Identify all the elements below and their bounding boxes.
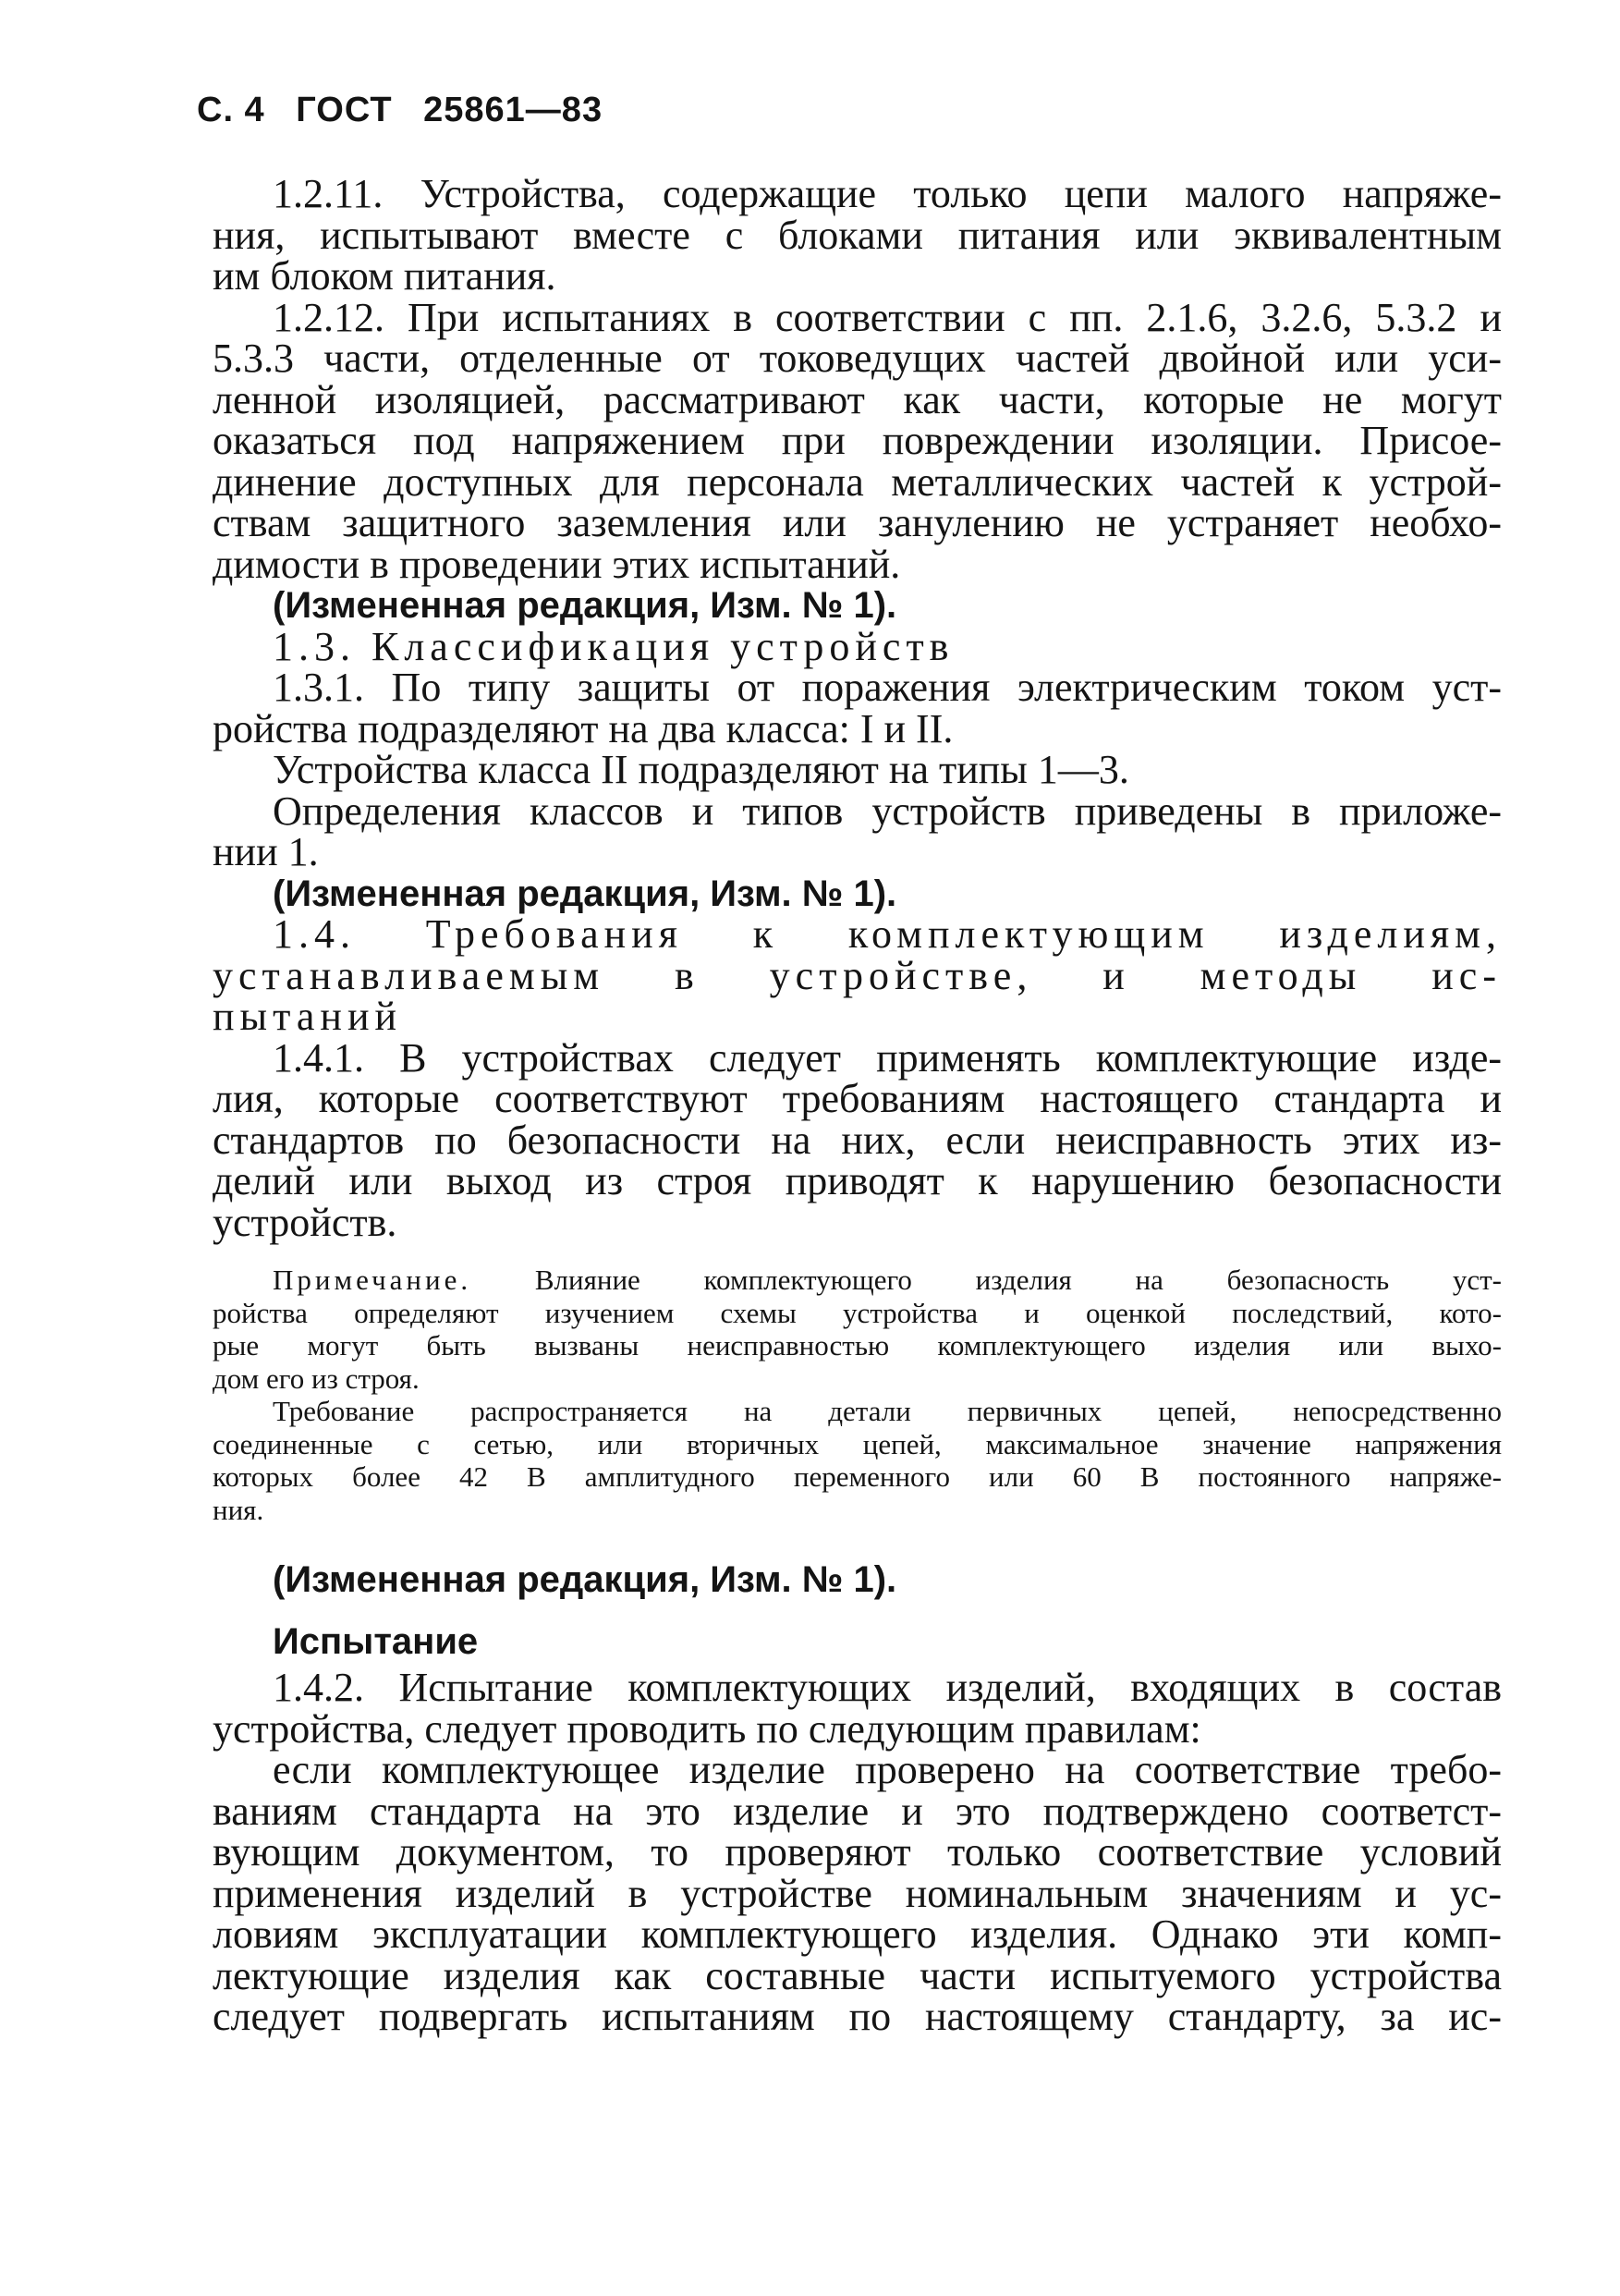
note-line: дом его из строя. <box>213 1362 420 1395</box>
text-line: димости в проведении этих испытаний. <box>213 541 901 587</box>
page-header <box>197 91 623 130</box>
note-block <box>213 1264 1502 1526</box>
note-line <box>213 1264 1502 1297</box>
text-line: ния, испытывают вместе с блоками питания или эквивалентным <box>213 212 1502 258</box>
text-line: ройства подразделяют на два класса: I и II. <box>213 705 954 751</box>
amendment-note: (Измененная редакция, Изм. № 1). <box>273 585 897 626</box>
text-line: динение доступных для персонала металлических частей к устрой- <box>213 458 1502 505</box>
note-line: рые могут быть вызваны неисправностью комплектующего изделия или выхо- <box>213 1329 1502 1362</box>
note-line: ройства определяют изучением схемы устройства и оценкой последствий, кото- <box>213 1296 1502 1329</box>
text-line: 5.3.3 части, отделенные от токоведущих частей двойной или уси- <box>213 336 1502 381</box>
text-line: 1.4.1. В устройствах следует применять комплектующие изде- <box>273 1034 1502 1081</box>
text-line: ствам защитного заземления или занулению не устраняет необхо- <box>213 500 1502 545</box>
text-line: им блоком питания. <box>213 253 556 299</box>
document-body <box>213 171 1502 2039</box>
text-line: 1.4.2. Испытание комплектующих изделий, входящих в состав <box>273 1665 1502 1710</box>
section-title: устанавливаемым в устройстве, и методы ис- <box>213 952 1502 998</box>
text-line: следует подвергать испытаниям по настоящему стандарту, за ис- <box>213 1994 1502 2039</box>
note-line: которых более 42 В амплитудного переменного или 60 В постоянного напряже- <box>213 1460 1502 1493</box>
amendment-note: (Измененная редакция, Изм. № 1). <box>273 1559 897 1600</box>
text-line: если комплектующее изделие проверено на соответствие требо- <box>273 1747 1502 1792</box>
text-line: устройства, следует проводить по следующим правилам: <box>213 1705 1201 1752</box>
section-title: пытаний <box>213 994 403 1039</box>
text-line: оказаться под напряжением при повреждении изоляции. Присое- <box>213 418 1502 463</box>
standard-number: 25861—83 <box>423 91 603 129</box>
text-line: Устройства класса II подразделяют на типы 1—3. <box>273 747 1129 792</box>
text-line: 1.2.11. Устройства, содержащие только цепи малого напряже- <box>273 171 1502 216</box>
amendment-note: (Измененная редакция, Изм. № 1). <box>273 873 897 914</box>
note-line: соединенные с сетью, или вторичных цепей, максимальное значение напряжения <box>213 1427 1502 1460</box>
note-line: Требование распространяется на детали первичных цепей, непосредственно <box>273 1395 1502 1427</box>
text-line: лия, которые соответствуют требованиям настоящего стандарта и <box>213 1076 1502 1121</box>
standard-label: ГОСТ <box>296 91 393 129</box>
text-line: лектующие изделия как составные части испытуемого устройства <box>213 1952 1502 1998</box>
text-line: ваниям стандарта на это изделие и это подтверждено соответст- <box>213 1788 1502 1834</box>
text-line: 1.2.12. При испытаниях в соответствии с пп. 2.1.6, 3.2.6, 5.3.2 и <box>273 294 1502 340</box>
note-line: ния. <box>213 1493 264 1526</box>
text-line: ловиям эксплуатации комплектующего изделия. Однако эти комп- <box>213 1911 1502 1957</box>
text-line: стандартов по безопасности на них, если неисправность этих из- <box>213 1117 1502 1163</box>
text-line: применения изделий в устройстве номинальным значениям и ус- <box>213 1870 1502 1916</box>
text-line: нии 1. <box>213 829 319 874</box>
test-heading: Испытание <box>273 1620 479 1662</box>
text-line: 1.3.1. По типу защиты от поражения электрическим током уст- <box>273 665 1502 710</box>
text-line: устройств. <box>213 1199 397 1245</box>
section-title: 1.4. Требования к комплектующим изделиям, <box>273 911 1502 957</box>
note-lead: Примечание. <box>273 1264 472 1296</box>
text-line: вующим документом, то проверяют только соответствие условий <box>213 1829 1502 1875</box>
note-text: Влияние комплектующего изделия на безопасность уст- <box>534 1264 1502 1296</box>
section-title: 1.3. Классификация устройств <box>273 623 955 669</box>
text-line: ленной изоляцией, рассматривают как части, которые не могут <box>213 376 1502 422</box>
page-number: С. 4 <box>197 91 265 129</box>
text-line: делий или выход из строя приводят к нарушению безопасности <box>213 1158 1502 1203</box>
text-line: Определения классов и типов устройств приведены в приложе- <box>273 788 1502 834</box>
